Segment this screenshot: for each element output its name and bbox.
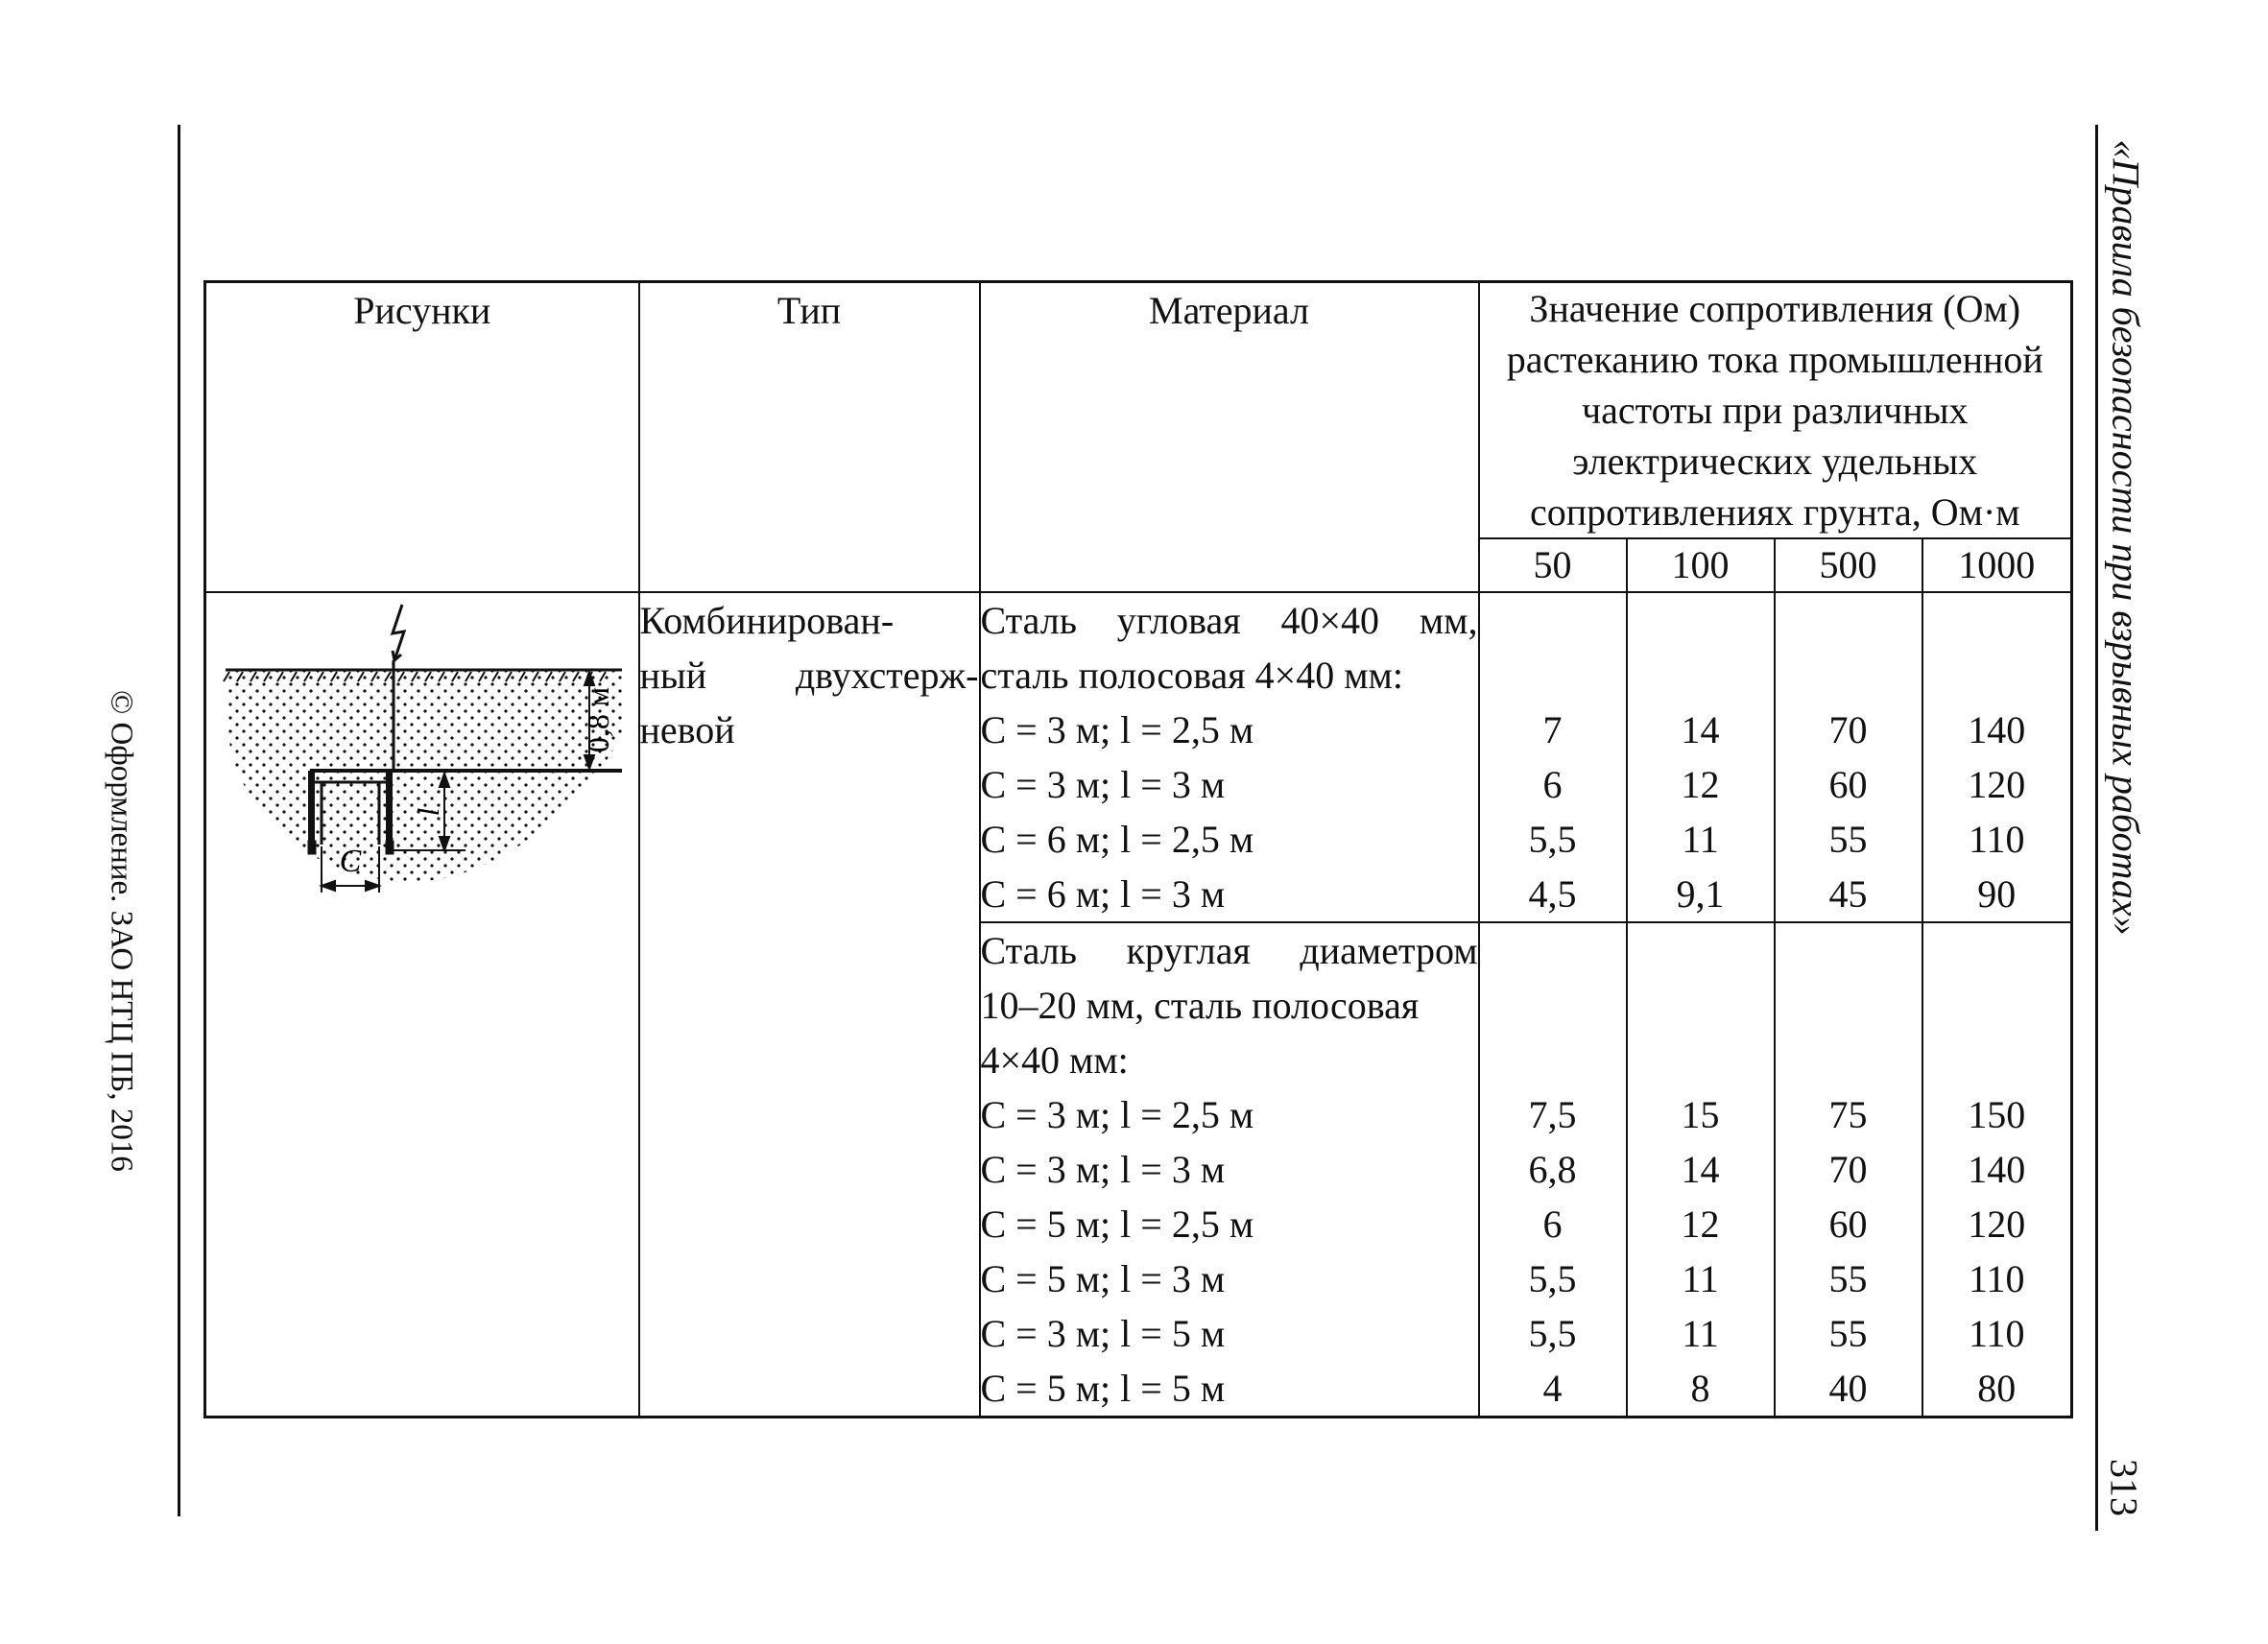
electrode-diagram <box>214 593 636 910</box>
table-cell: 55 <box>1828 818 1868 861</box>
values-500-group-2 <box>1775 922 1922 1418</box>
resistivity-500: 500 <box>1775 538 1922 592</box>
resistivity-100: 100 <box>1627 538 1775 592</box>
type-line: ный двухстерж- <box>639 654 979 697</box>
values-1000-group-2 <box>1922 922 2072 1418</box>
values-100-group-2 <box>1627 922 1775 1418</box>
table-cell: 110 <box>1969 1312 2025 1355</box>
table-row-label: С = 3 м; l = 2,5 м <box>980 708 1254 751</box>
table-row-label: С = 3 м; l = 3 м <box>980 1148 1226 1191</box>
header-row <box>205 282 2072 539</box>
material-cell-angle-steel <box>980 592 1479 922</box>
values-50-group-1 <box>1479 592 1627 922</box>
table-cell: 150 <box>1968 1093 2026 1136</box>
table-cell: 15 <box>1681 1093 1720 1136</box>
table-cell: 55 <box>1828 1312 1868 1355</box>
table-row-label: С = 6 м; l = 2,5 м <box>980 818 1254 861</box>
table-cell: 120 <box>1968 763 2026 806</box>
table-cell: 6,8 <box>1528 1148 1577 1191</box>
material-cell-round-steel <box>980 922 1479 1418</box>
table-row-label: С = 3 м; l = 5 м <box>980 1312 1226 1355</box>
table-cell: 12 <box>1681 1203 1720 1246</box>
left-margin-rule <box>178 125 180 1516</box>
header-figures: Рисунки <box>205 282 639 593</box>
spacing-label: C <box>339 844 362 879</box>
figure-cell <box>205 592 639 1418</box>
type-cell <box>639 592 980 1418</box>
table-row-label: С = 5 м; l = 3 м <box>980 1257 1226 1300</box>
material-line: сталь полосовая 4×40 мм: <box>980 654 1403 697</box>
table-cell: 6 <box>1542 1203 1563 1246</box>
header-type: Тип <box>639 282 980 593</box>
material-line: Сталь круглая диаметром <box>980 929 1478 972</box>
table-cell: 60 <box>1828 763 1868 806</box>
table-cell: 140 <box>1968 1148 2026 1191</box>
table-cell: 75 <box>1828 1093 1868 1136</box>
table-cell: 5,5 <box>1528 818 1577 861</box>
table-cell: 110 <box>1969 818 2025 861</box>
table-row-label: С = 6 м; l = 3 м <box>980 872 1226 916</box>
table-cell: 45 <box>1828 872 1868 916</box>
table-row-label: С = 3 м; l = 2,5 м <box>980 1093 1254 1136</box>
table-cell: 90 <box>1977 872 2017 916</box>
resistivity-1000: 1000 <box>1922 538 2072 592</box>
table-cell: 120 <box>1968 1203 2026 1246</box>
table-row-label: С = 5 м; l = 5 м <box>980 1367 1226 1410</box>
table-cell: 40 <box>1828 1367 1868 1410</box>
header-resistance: Значение сопротивления (Ом) растеканию тока промышленной частоты при различных электрических удельных сопротивлениях грунта, Ом·м <box>1479 282 2072 539</box>
table-cell: 5,5 <box>1528 1257 1577 1300</box>
table-cell: 140 <box>1968 708 2026 751</box>
table-cell: 110 <box>1969 1257 2025 1300</box>
right-margin-rule <box>2095 125 2098 1531</box>
values-50-group-2 <box>1479 922 1627 1418</box>
table-cell: 7 <box>1542 708 1563 751</box>
depth-label: 0,8 м <box>581 686 615 753</box>
values-1000-group-1 <box>1922 592 2072 922</box>
table-cell: 55 <box>1828 1257 1868 1300</box>
table-row-label: С = 5 м; l = 2,5 м <box>980 1203 1254 1246</box>
table-cell: 9,1 <box>1676 872 1725 916</box>
table-cell: 5,5 <box>1528 1312 1577 1355</box>
grounding-resistance-table <box>203 280 2073 1418</box>
table-cell: 60 <box>1828 1203 1868 1246</box>
table-row <box>205 592 2072 922</box>
material-line: 10–20 мм, сталь полосовая <box>980 984 1420 1027</box>
table-cell: 7,5 <box>1528 1093 1577 1136</box>
length-label: l <box>411 807 445 817</box>
type-line: Комбинирован- <box>639 599 895 642</box>
table-cell: 11 <box>1682 1312 1719 1355</box>
header-material: Материал <box>980 282 1479 593</box>
copyright-note: © Оформление. ЗАО НТЦ ПБ, 2016 <box>104 690 139 1172</box>
table-cell: 11 <box>1682 818 1719 861</box>
page-number: 313 <box>2102 1459 2146 1516</box>
resistivity-50: 50 <box>1479 538 1627 592</box>
table-cell: 4,5 <box>1528 872 1577 916</box>
values-500-group-1 <box>1775 592 1922 922</box>
table-cell: 8 <box>1690 1367 1710 1410</box>
table-cell: 14 <box>1681 708 1720 751</box>
table-cell: 4 <box>1542 1367 1563 1410</box>
table-cell: 80 <box>1977 1367 2017 1410</box>
values-100-group-1 <box>1627 592 1775 922</box>
table-cell: 11 <box>1682 1257 1719 1300</box>
table-row-label: С = 3 м; l = 3 м <box>980 763 1226 806</box>
material-line: 4×40 мм: <box>980 1038 1129 1082</box>
table-cell: 70 <box>1828 708 1868 751</box>
table-cell: 70 <box>1828 1148 1868 1191</box>
table-cell: 12 <box>1681 763 1720 806</box>
soil-region <box>214 670 636 910</box>
table-cell: 6 <box>1542 763 1563 806</box>
table-cell: 14 <box>1681 1148 1720 1191</box>
type-line: невой <box>639 708 735 751</box>
material-line: Сталь угловая 40×40 мм, <box>980 599 1478 642</box>
running-title: «Правила безопасности при взрывных работах» <box>2104 139 2148 936</box>
